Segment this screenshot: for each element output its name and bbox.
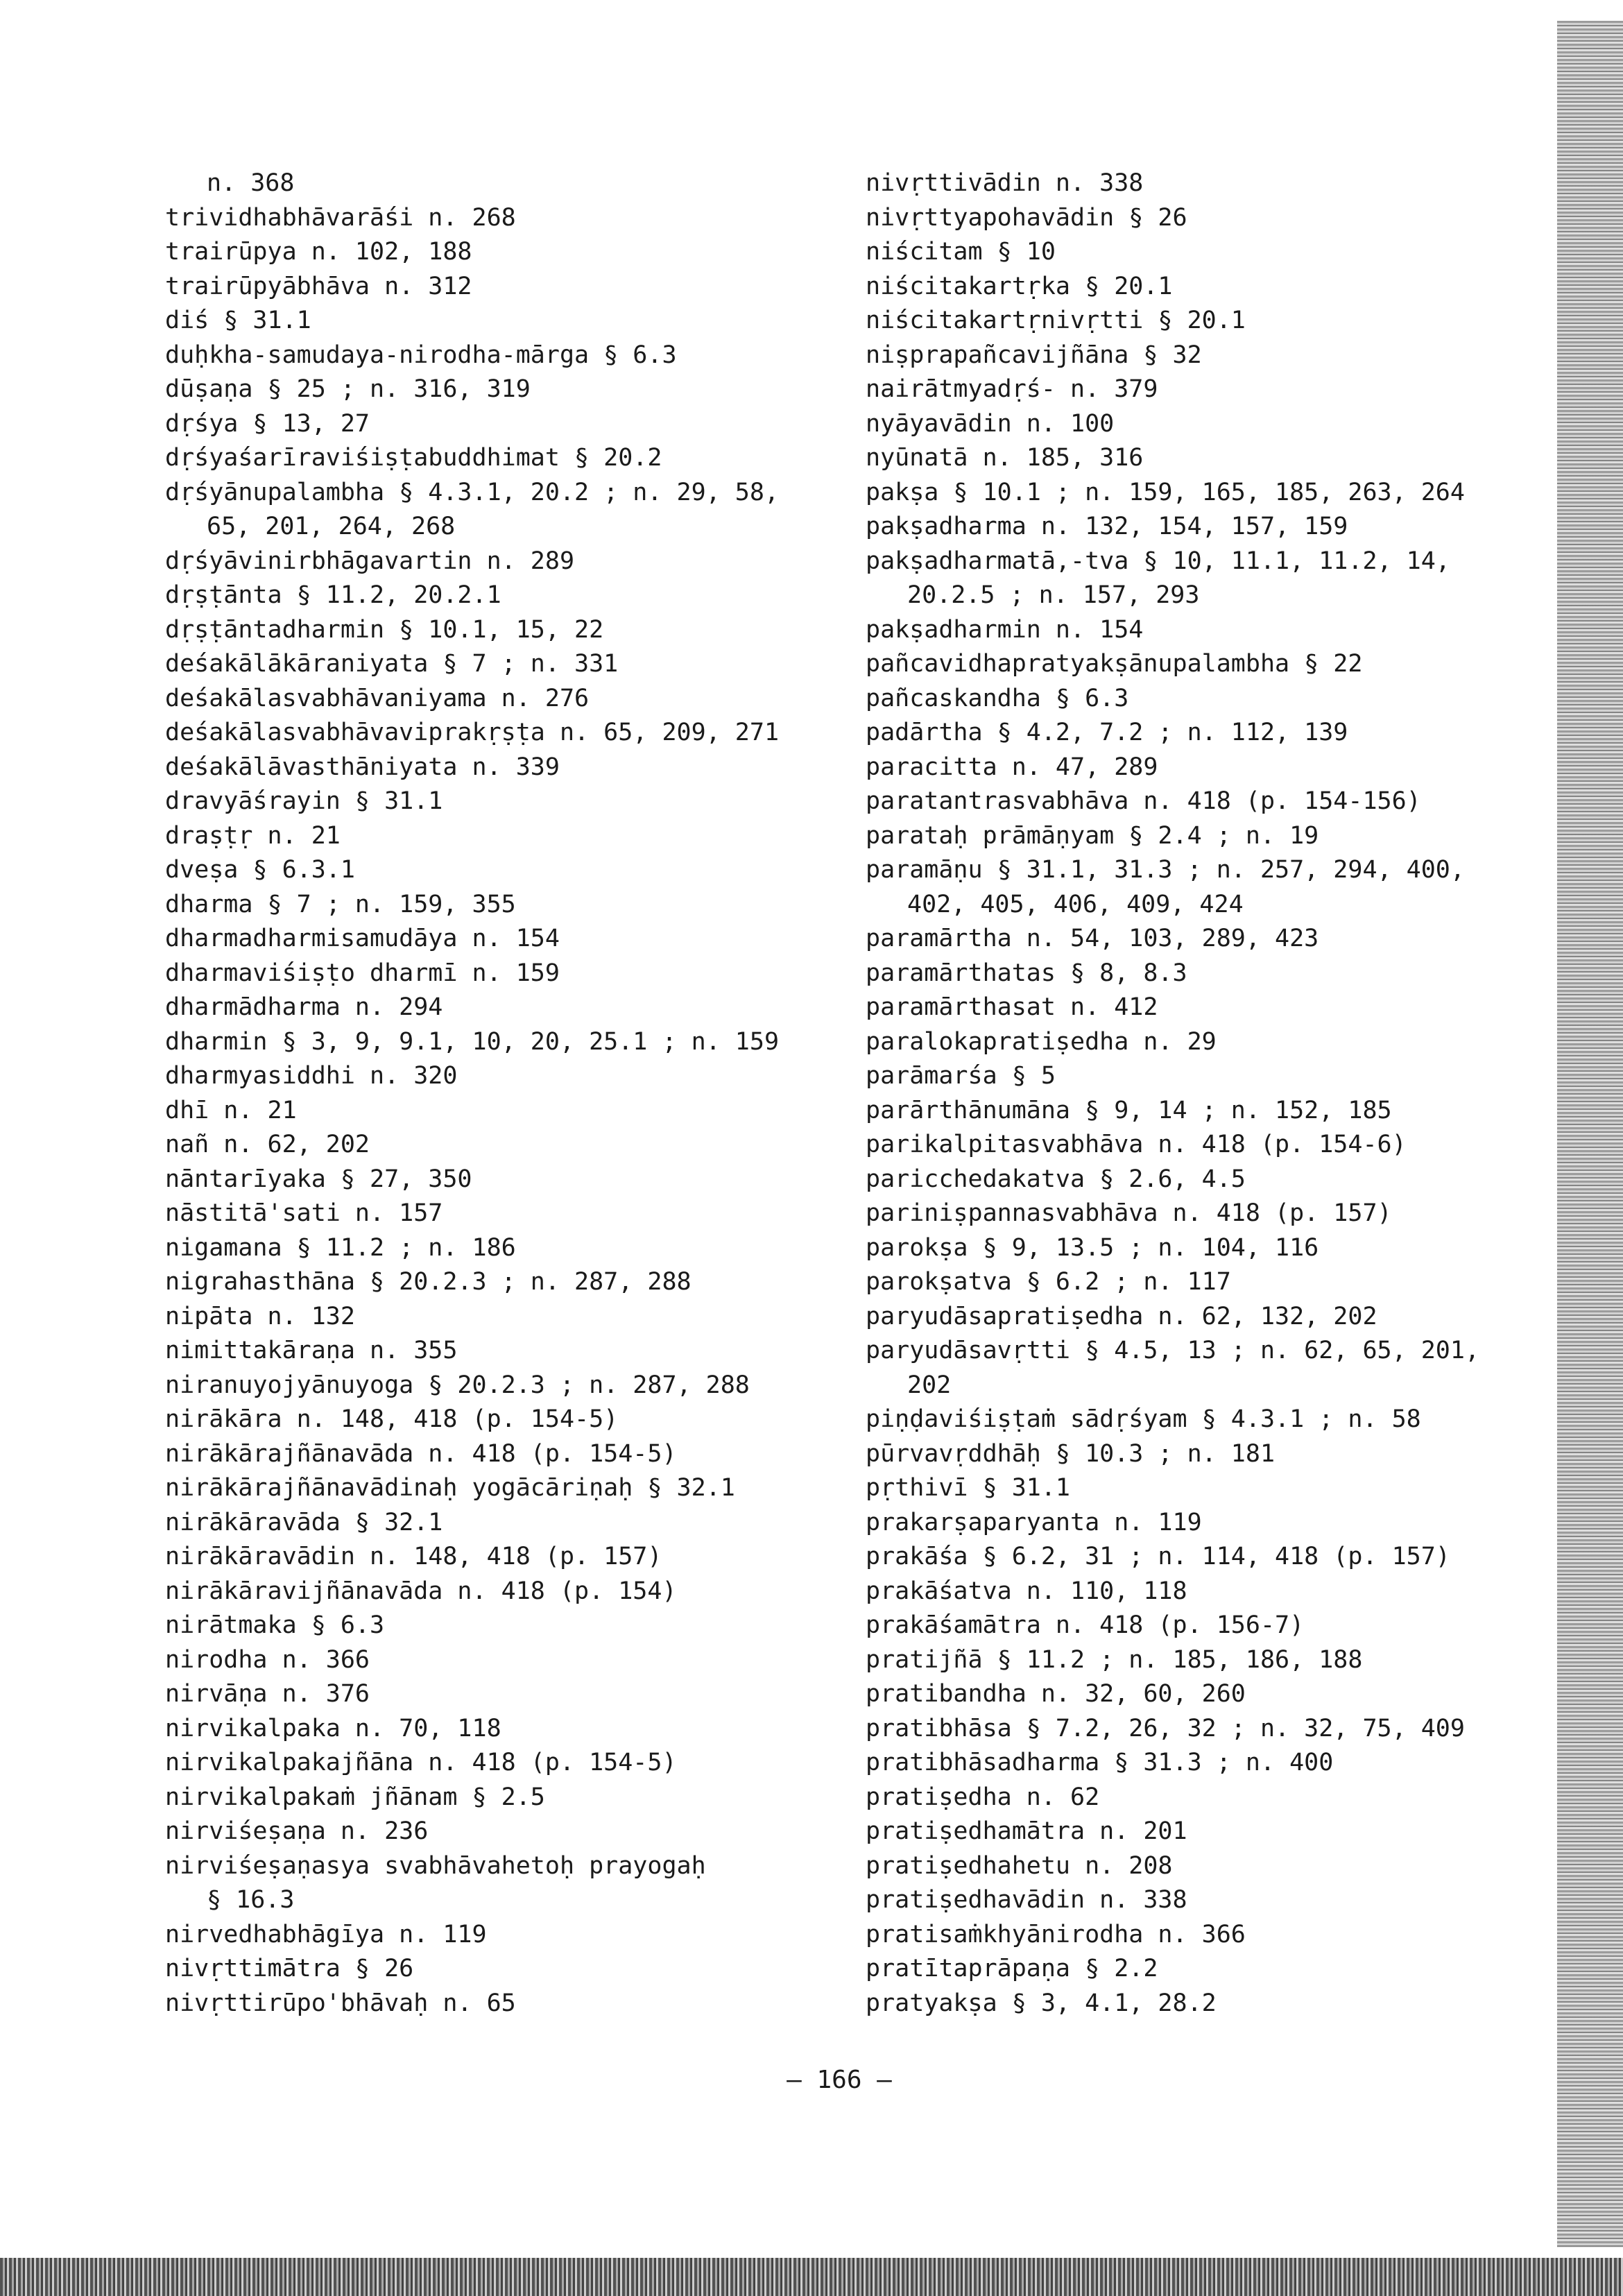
index-entry: pratibhāsa § 7.2, 26, 32 ; n. 32, 75, 409 (866, 1714, 1465, 1742)
index-entry: paracitta n. 47, 289 (866, 753, 1158, 781)
index-entry: parokṣatva § 6.2 ; n. 117 (866, 1268, 1231, 1296)
index-entry: dharmin § 3, 9, 9.1, 10, 20, 25.1 ; n. 159 (165, 1027, 780, 1056)
index-entry: trairūpya n. 102, 188 (165, 238, 472, 266)
index-entry: prakāśatva n. 110, 118 (866, 1577, 1187, 1605)
index-entry: dṛṣṭānta § 11.2, 20.2.1 (165, 581, 501, 609)
index-entry: niranuyojyānuyoga § 20.2.3 ; n. 287, 288 (165, 1371, 750, 1399)
index-entry: piṇḍaviśiṣṭaṁ sādṛśyam § 4.3.1 ; n. 58 (866, 1405, 1421, 1433)
index-entry: nivṛttirūpo'bhāvaḥ n. 65 (165, 1989, 516, 2017)
index-entry: niṣprapañcavijñāna § 32 (866, 341, 1202, 369)
index-entry: nirākāravādin n. 148, 418 (p. 157) (165, 1543, 662, 1570)
index-entry: nirātmaka § 6.3 (165, 1611, 385, 1639)
index-entry: niścitakartṛka § 20.1 (866, 272, 1173, 300)
index-entry: parokṣa § 9, 13.5 ; n. 104, 116 (866, 1233, 1319, 1262)
index-entry: pañcavidhapratyakṣānupalambha § 22 (866, 650, 1363, 678)
index-entry: pakṣadharma n. 132, 154, 157, 159 (866, 513, 1348, 540)
index-entry: deśakālāvasthāniyata n. 339 (165, 753, 560, 781)
index-entry: parārthānumāna § 9, 14 ; n. 152, 185 (866, 1096, 1392, 1124)
index-entry: nirākāravāda § 32.1 (165, 1508, 443, 1536)
index-entry: pratibandha n. 32, 60, 260 (866, 1680, 1246, 1708)
index-entry: duḥkha-samudaya-nirodha-mārga § 6.3 (165, 341, 677, 369)
index-entry: pratiṣedhahetu n. 208 (866, 1851, 1173, 1880)
index-entry: pakṣadharmin n. 154 (866, 615, 1144, 644)
index-entry: paralokapratiṣedha n. 29 (866, 1027, 1217, 1056)
index-entry: padārtha § 4.2, 7.2 ; n. 112, 139 (866, 719, 1348, 746)
index-entry: prakāśamātra n. 418 (p. 156-7) (866, 1611, 1305, 1639)
index-entry: dṛṣṭāntadharmin § 10.1, 15, 22 (165, 615, 604, 644)
index-entry: 202 (907, 1371, 952, 1399)
index-entry: dharmaviśiṣṭo dharmī n. 159 (165, 959, 560, 987)
index-entry: parikalpitasvabhāva n. 418 (p. 154-6) (866, 1131, 1407, 1158)
scan-edge-right (1557, 21, 1623, 2247)
index-entry: nirvāṇa n. 376 (165, 1680, 370, 1708)
index-entry: nirākāra n. 148, 418 (p. 154-5) (165, 1405, 619, 1433)
index-entry: nigamana § 11.2 ; n. 186 (165, 1233, 516, 1262)
index-entry: 65, 201, 264, 268 (207, 513, 456, 540)
index-entry: pratiṣedhavādin n. 338 (866, 1886, 1187, 1914)
index-entry: nivṛttimātra § 26 (165, 1955, 414, 1982)
index-entry: diś § 31.1 (165, 307, 311, 334)
index-entry: pūrvavṛddhāḥ § 10.3 ; n. 181 (866, 1439, 1276, 1468)
index-entry: 20.2.5 ; n. 157, 293 (907, 581, 1200, 609)
index-entry: § 16.3 (207, 1886, 295, 1914)
index-entry: paryudāsapratiṣedha n. 62, 132, 202 (866, 1302, 1377, 1330)
index-entry: pṛthivī § 31.1 (866, 1474, 1071, 1502)
index-column-right (866, 166, 1531, 2021)
index-entry: dharmadharmisamudāya n. 154 (165, 925, 560, 952)
index-entry: trividhabhāvarāśi n. 268 (165, 203, 516, 232)
index-entry: dūṣaṇa § 25 ; n. 316, 319 (165, 375, 531, 403)
index-entry: nañ n. 62, 202 (165, 1131, 370, 1158)
index-entry: nirākāravijñānavāda n. 418 (p. 154) (165, 1577, 677, 1605)
index-entry: nāstitā'sati n. 157 (165, 1199, 443, 1227)
index-column-left (165, 166, 831, 2021)
index-entry: dharma § 7 ; n. 159, 355 (165, 890, 516, 918)
index-entry: 402, 405, 406, 409, 424 (907, 890, 1244, 918)
index-entry: dharmyasiddhi n. 320 (165, 1062, 458, 1090)
index-entry: paricchedakatva § 2.6, 4.5 (866, 1165, 1246, 1193)
index-entry: paryudāsavṛtti § 4.5, 13 ; n. 62, 65, 201, (866, 1337, 1480, 1364)
index-entry: parataḥ prāmāṇyam § 2.4 ; n. 19 (866, 821, 1319, 850)
index-entry: nairātmyadṛś- n. 379 (866, 375, 1158, 403)
index-entry: dṛśyāvinirbhāgavartin n. 289 (165, 547, 575, 575)
index-entry: paratantrasvabhāva n. 418 (p. 154-156) (866, 787, 1421, 815)
index-entry: parāmarśa § 5 (866, 1062, 1056, 1090)
index-entry: pratyakṣa § 3, 4.1, 28.2 (866, 1989, 1217, 2017)
index-entry: nirvikalpaka n. 70, 118 (165, 1714, 501, 1742)
index-entry: dharmādharma n. 294 (165, 993, 443, 1021)
index-entry: pratiṣedha n. 62 (866, 1783, 1100, 1811)
index-entry: pakṣadharmatā,-tva § 10, 11.1, 11.2, 14, (866, 547, 1450, 575)
index-entry: nirākārajñānavādinaḥ yogācāriṇaḥ § 32.1 (165, 1474, 735, 1502)
index-entry: nipāta n. 132 (165, 1302, 355, 1330)
index-entry: pratijñā § 11.2 ; n. 185, 186, 188 (866, 1645, 1363, 1674)
index-entry: pratītaprāpaṇa § 2.2 (866, 1955, 1158, 1982)
index-entry: pratiṣedhamātra n. 201 (866, 1817, 1187, 1845)
index-entry: nāntarīyaka § 27, 350 (165, 1165, 472, 1193)
index-entry: dṛśyaśarīraviśiṣṭabuddhimat § 20.2 (165, 444, 662, 472)
index-entry: n. 368 (207, 169, 295, 197)
index-entry: nimittakāraṇa n. 355 (165, 1337, 458, 1364)
index-entry: nirākārajñānavāda n. 418 (p. 154-5) (165, 1439, 677, 1468)
index-entry: deśakālasvabhāvaviprakṛṣṭa n. 65, 209, 271 (165, 719, 780, 746)
index-entry: pañcaskandha § 6.3 (866, 684, 1129, 712)
index-entry: nivṛttyapohavādin § 26 (866, 203, 1187, 232)
page-number: — 166 — (787, 2066, 892, 2094)
index-entry: dveṣa § 6.3.1 (165, 856, 355, 884)
index-entry: paramārthasat n. 412 (866, 993, 1158, 1021)
index-entry: paramāṇu § 31.1, 31.3 ; n. 257, 294, 400, (866, 856, 1465, 884)
index-entry: pakṣa § 10.1 ; n. 159, 165, 185, 263, 264 (866, 478, 1465, 506)
index-entry: nirvikalpakaṁ jñānam § 2.5 (165, 1783, 545, 1811)
index-entry: dṛśyānupalambha § 4.3.1, 20.2 ; n. 29, 58, (165, 478, 780, 506)
index-entry: nivṛttivādin n. 338 (866, 169, 1144, 197)
index-entry: deśakālākāraniyata § 7 ; n. 331 (165, 650, 619, 678)
index-entry: prakāśa § 6.2, 31 ; n. 114, 418 (p. 157) (866, 1543, 1450, 1570)
index-entry: niścitam § 10 (866, 238, 1056, 266)
index-entry: niścitakartṛnivṛtti § 20.1 (866, 307, 1246, 334)
index-entry: nirviśeṣaṇasya svabhāvahetoḥ prayogaḥ (165, 1851, 706, 1880)
index-entry: draṣṭṛ n. 21 (165, 821, 341, 850)
index-entry: nirvikalpakajñāna n. 418 (p. 154-5) (165, 1749, 677, 1776)
index-entry: nirodha n. 366 (165, 1645, 370, 1674)
index-entry: paramārtha n. 54, 103, 289, 423 (866, 925, 1319, 952)
index-entry: trairūpyābhāva n. 312 (165, 272, 472, 300)
index-entry: paramārthatas § 8, 8.3 (866, 959, 1187, 987)
index-entry: dhī n. 21 (165, 1096, 297, 1124)
index-entry: pariniṣpannasvabhāva n. 418 (p. 157) (866, 1199, 1392, 1227)
index-entry: prakarṣaparyanta n. 119 (866, 1508, 1202, 1536)
index-entry: nigrahasthāna § 20.2.3 ; n. 287, 288 (165, 1268, 692, 1296)
index-entry: dravyāśrayin § 31.1 (165, 787, 443, 815)
index-entry: dṛśya § 13, 27 (165, 409, 370, 438)
index-entry: pratisaṁkhyānirodha n. 366 (866, 1920, 1246, 1948)
index-entry: deśakālasvabhāvaniyama n. 276 (165, 684, 590, 712)
index-entry: nirviśeṣaṇa n. 236 (165, 1817, 429, 1845)
index-entry: nyūnatā n. 185, 316 (866, 444, 1144, 472)
index-entry: nirvedhabhāgīya n. 119 (165, 1920, 487, 1948)
index-entry: nyāyavādin n. 100 (866, 409, 1115, 438)
index-entry: pratibhāsadharma § 31.3 ; n. 400 (866, 1749, 1334, 1776)
scan-edge-bottom (0, 2258, 1623, 2296)
